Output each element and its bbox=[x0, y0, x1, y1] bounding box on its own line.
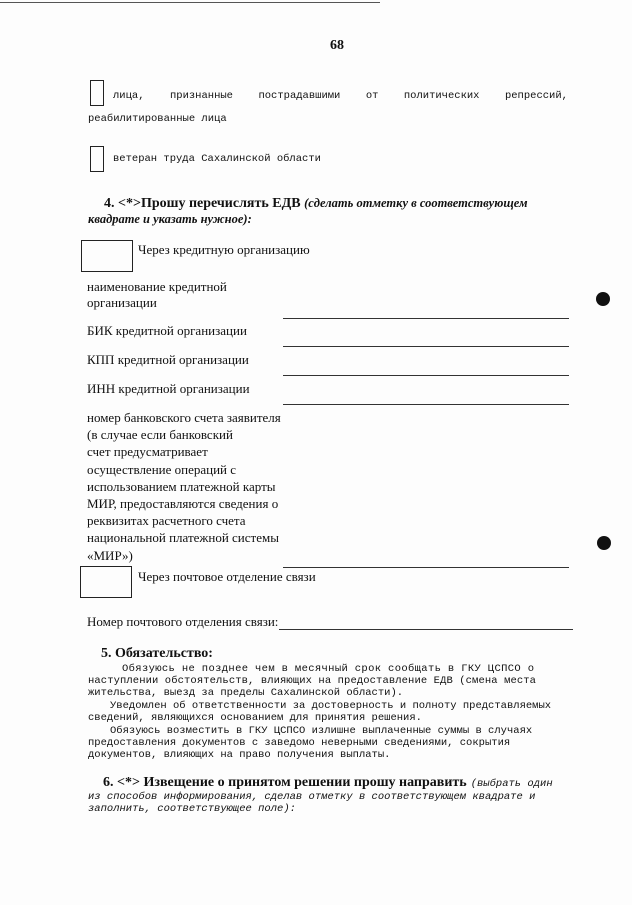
para-line: сведений, являющихся основанием для принятия решения. bbox=[88, 712, 422, 724]
account-label-line: МИР, предоставляются сведения о bbox=[87, 496, 279, 512]
bik-field[interactable] bbox=[283, 346, 569, 347]
bank-name-label: наименование кредитной bbox=[87, 279, 227, 294]
para-line bbox=[88, 663, 578, 675]
obligation-paragraph-3 bbox=[88, 725, 532, 761]
word: политических bbox=[403, 90, 480, 102]
top-rule bbox=[0, 2, 380, 3]
page-number: 68 bbox=[330, 38, 344, 53]
bank-name-label-2: организации bbox=[87, 295, 157, 310]
labor-veteran-label: ветеран труда Сахалинской области bbox=[113, 153, 321, 165]
post-option-checkbox[interactable] bbox=[80, 566, 132, 598]
bank-option-checkbox[interactable] bbox=[81, 240, 133, 272]
section6-note-2: из способов информирования, сделав отметку в соответствующем квадрате и bbox=[88, 791, 536, 803]
para-line: предоставления документов с заведомо неверными сведениями, сокрытия bbox=[88, 737, 511, 749]
section6-heading bbox=[103, 773, 553, 791]
obligation-paragraph-1 bbox=[88, 663, 578, 699]
word: пострадавшими bbox=[258, 90, 341, 102]
repressed-persons-checkbox[interactable] bbox=[90, 80, 104, 106]
punch-hole bbox=[597, 536, 611, 550]
kpp-label: КПП кредитной организации bbox=[87, 352, 249, 367]
para-line: Уведомлен об ответственности за достоверность и полноту представляемых bbox=[110, 700, 552, 712]
account-label-line: реквизитах расчетного счета bbox=[87, 513, 246, 529]
word: репрессий, bbox=[504, 90, 568, 102]
account-label-line: национальной платежной системы bbox=[87, 530, 279, 546]
section4-title: Прошу перечислять ЕДВ bbox=[140, 196, 301, 211]
para-line: наступлении обстоятельств, влияющих на предоставление ЕДВ (смена места bbox=[88, 675, 537, 687]
bik-label: БИК кредитной организации bbox=[87, 323, 247, 338]
rehabilitated-persons-label: реабилитированные лица bbox=[88, 113, 227, 125]
section6-note-3: заполнить, соответствующее поле): bbox=[88, 803, 296, 815]
para-text: Обязуюсь не позднее чем в месячный срок сообщать в ГКУ ЦСПСО о bbox=[122, 663, 535, 675]
post-number-label: Номер почтового отделения связи: bbox=[87, 614, 279, 629]
repressed-persons-label bbox=[113, 90, 568, 102]
post-option-label: Через почтовое отделение связи bbox=[138, 569, 316, 584]
inn-field[interactable] bbox=[283, 404, 569, 405]
inn-label: ИНН кредитной организации bbox=[87, 381, 250, 396]
account-label-line: счет предусматривает bbox=[87, 444, 208, 460]
bank-option-label: Через кредитную организацию bbox=[138, 242, 310, 257]
bank-name-field[interactable] bbox=[283, 318, 569, 319]
labor-veteran-checkbox[interactable] bbox=[90, 146, 104, 172]
section4-number: 4. <*> bbox=[104, 196, 141, 211]
post-number-field[interactable] bbox=[279, 629, 573, 630]
para-line: документов, влияющих на право получения выплаты. bbox=[88, 749, 391, 761]
section4-note-2: квадрате и указать нужное): bbox=[88, 212, 252, 226]
word: признанные bbox=[169, 90, 233, 102]
kpp-field[interactable] bbox=[283, 375, 569, 376]
section5-heading: 5. Обязательство: bbox=[101, 646, 213, 661]
obligation-paragraph-2 bbox=[88, 700, 551, 724]
section6-title: 6. <*> Извещение о принятом решении прошу направить bbox=[103, 775, 467, 790]
word: от bbox=[365, 90, 379, 102]
word: лица, bbox=[113, 90, 145, 102]
para-line: Обязуюсь возместить в ГКУ ЦСПСО излишне выплаченные суммы в случаях bbox=[110, 725, 533, 737]
account-label bbox=[87, 409, 281, 564]
account-label-line: номер банковского счета заявителя bbox=[87, 410, 281, 425]
section4-note: (сделать отметку в соответствующем bbox=[304, 196, 528, 210]
para-line: жительства, выезд за пределы Сахалинской области). bbox=[88, 687, 404, 699]
account-field[interactable] bbox=[283, 567, 569, 568]
account-label-line: «МИР») bbox=[87, 547, 133, 563]
account-label-line: использованием платежной карты bbox=[87, 478, 276, 494]
account-label-line: (в случае если банковский bbox=[87, 427, 233, 443]
section6-note: (выбрать один bbox=[470, 778, 553, 790]
punch-hole bbox=[596, 292, 610, 306]
section4-heading bbox=[104, 196, 528, 212]
account-label-line: осуществление операций с bbox=[87, 461, 237, 477]
